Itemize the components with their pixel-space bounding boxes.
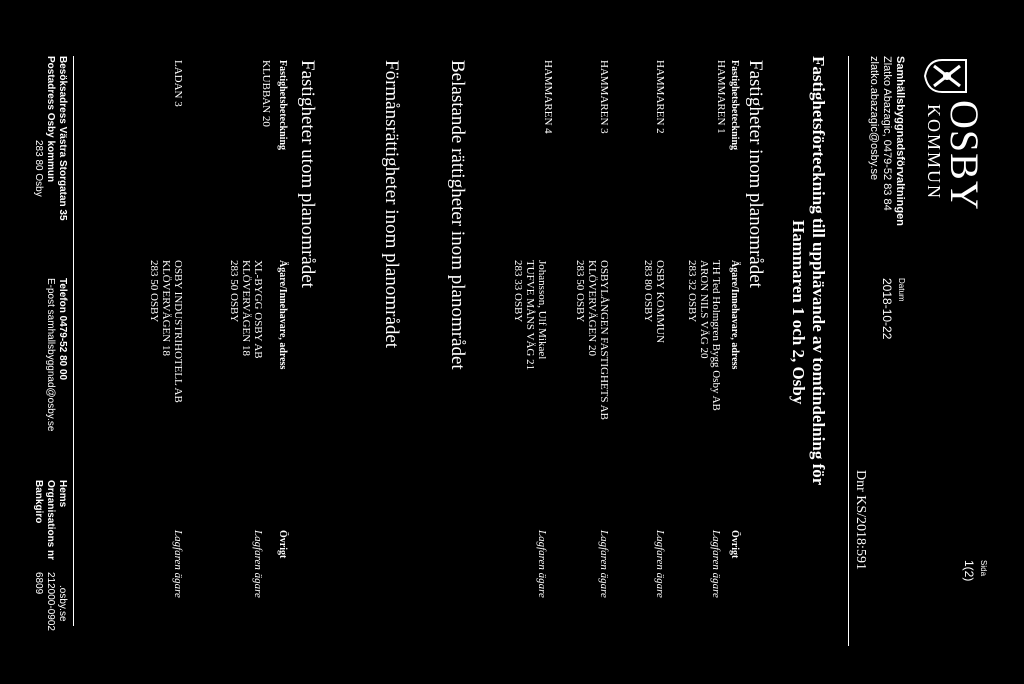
fastighet-cell: HAMMAREN 3 [598,60,610,134]
agare-cell: XL-BYGG OSBY AB [252,260,264,359]
agare-cell: 283 80 OSBY [642,260,654,323]
ovrigt-cell: Lagfaren ägare [252,530,264,598]
date-label: Datum [897,278,906,302]
column-header-ovrigt: Övrigt [729,530,740,559]
agare-cell: KLÖVERVÄGEN 18 [160,260,172,356]
section-heading: Förmånsrättigheter inom planområdet [381,60,402,349]
section-heading: Fastigheter utom planområdet [297,60,318,288]
column-header-agare: Ägare/Innehavare, adress [277,260,288,370]
dnr-reference: Dnr KS/2018:591 [853,470,868,570]
footer-divider [73,56,74,626]
agare-cell: TH Ted Holmgren Bygg Osby AB [710,260,722,411]
agare-cell: TUFVE MÅNS VÄG 21 [524,260,536,371]
ovrigt-cell: Lagfaren ägare [536,530,548,598]
page-number: 1(2) [962,560,976,582]
agare-cell: OSBYLÅNGEN FASTIGHETS AB [598,260,610,420]
agare-cell: Johansson, Ulf Mikael [536,260,548,360]
header-divider [848,56,849,646]
agare-cell: 283 50 OSBY [574,260,586,323]
footer-telefon: Telefon 0479-52 80 00 [57,278,68,381]
column-header-fastighet: Fastighetsbeteckning [277,60,288,150]
footer-besoksadress: Besöksadress Västra Storgatan 35 [57,56,68,221]
agare-cell: ARON NILS VÄG 20 [698,260,710,359]
agare-cell: 283 50 OSBY [148,260,160,323]
org-name: Samhällsbyggnadsförvaltningen [894,56,906,226]
column-header-ovrigt: Övrigt [277,530,288,559]
logo-subtext: KOMMUN [924,104,944,201]
footer-epost: E-post samhallsbyggnad@osby.se [45,278,56,432]
document-title-line2: Hammaren 1 och 2, Osby [789,220,808,405]
ovrigt-cell: Lagfaren ägare [710,530,722,598]
agare-cell: 283 33 OSBY [512,260,524,323]
footer-postort: 283 80 Osby [33,140,44,197]
footer-hems-label: Hems [57,480,68,508]
agare-cell: OSBY INDUSTRIHOTELL AB [172,260,184,403]
fastighet-cell: HAMMAREN 4 [542,60,554,134]
section-heading: Belastande rättigheter inom planområdet [447,60,468,370]
contact-email: zlatko.abazagic@osby.se [868,56,880,181]
ovrigt-cell: Lagfaren ägare [172,530,184,598]
footer-hems-value: .osby.se [57,585,68,622]
section-heading: Fastigheter inom planområdet [745,60,766,288]
osby-logo-icon [924,58,968,94]
page-label: Sida [979,560,988,577]
footer-orgnr-value: 212000-0902 [45,572,56,631]
agare-cell: 283 32 OSBY [686,260,698,323]
logo-text: OSBY [942,100,987,211]
agare-cell: KLÖVERVÄGEN 18 [240,260,252,356]
ovrigt-cell: Lagfaren ägare [598,530,610,598]
footer-bankgiro-label: Bankgiro [33,480,44,524]
contact-line: Zlatko Abazagic, 0479-52 83 84 [881,56,893,211]
fastighet-cell: HAMMAREN 2 [654,60,666,134]
ovrigt-cell: Lagfaren ägare [654,530,666,598]
column-header-agare: Ägare/Innehavare, adress [729,260,740,370]
agare-cell: OSBY KOMMUN [654,260,666,344]
column-header-fastighet: Fastighetsbeteckning [729,60,740,150]
footer-orgnr-label: Organisations nr [45,480,56,561]
document-title-line1: Fastighetsförteckning till upphävande av tomtindelning för [809,56,828,486]
agare-cell: KLÖVERVÄGEN 20 [586,260,598,356]
footer-postadress: Postadress Osby kommun [45,56,56,183]
date-value: 2018-10-22 [880,278,894,340]
agare-cell: 283 50 OSBY [228,260,240,323]
fastighet-cell: KLUBBAN 20 [260,60,272,127]
fastighet-cell: LADAN 3 [172,60,184,107]
fastighet-cell: HAMMAREN 1 [715,60,727,134]
footer-bankgiro-value: 6809 [33,572,44,595]
